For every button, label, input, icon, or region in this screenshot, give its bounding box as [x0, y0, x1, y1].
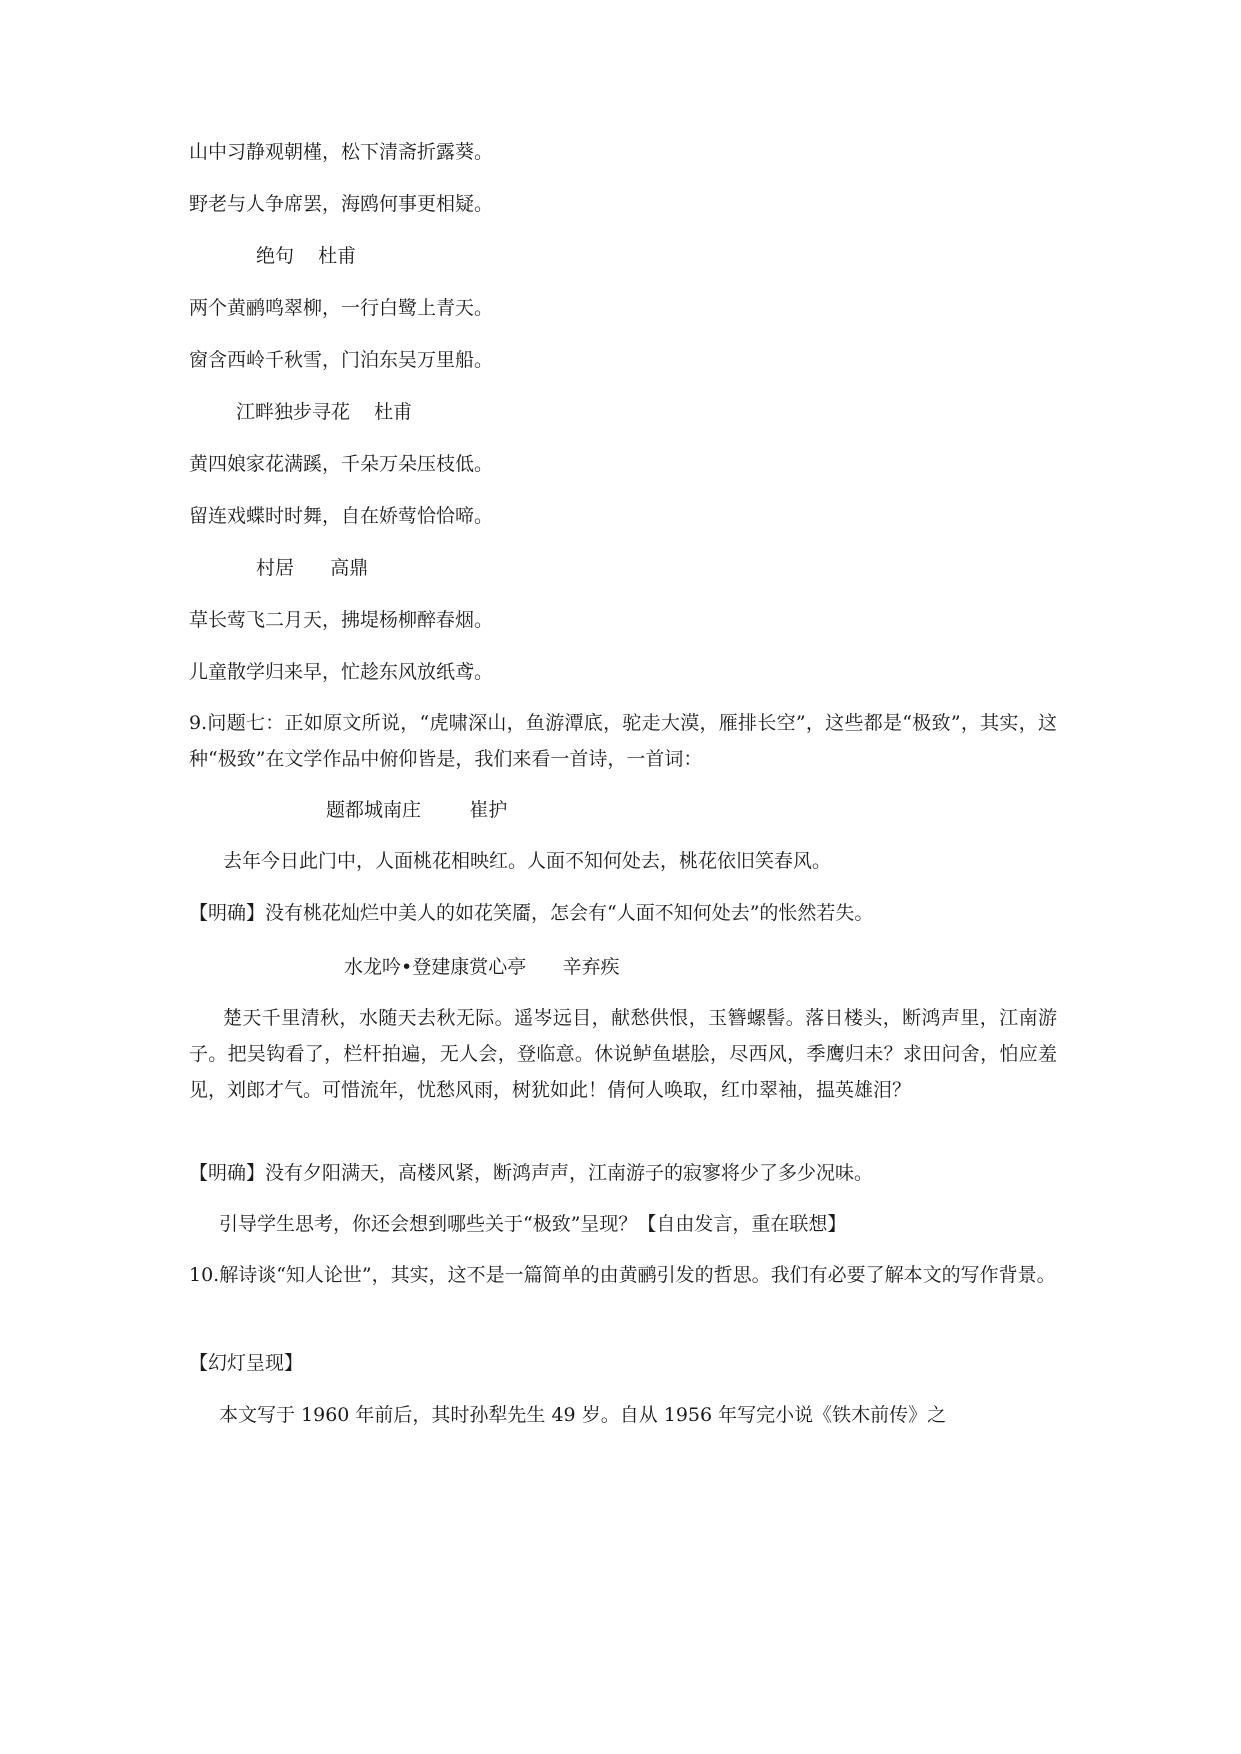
- poem-title: 绝句 杜甫: [256, 245, 357, 267]
- poem-line: 窗含西岭千秋雪，门泊东吴万里船。: [189, 349, 494, 371]
- clarification-note: 【明确】没有夕阳满天，高楼风紧，断鸿声声，江南游子的寂寥将少了多少况味。: [189, 1162, 874, 1184]
- poem-line: 山中习静观朝槿，松下清斋折露葵。: [189, 141, 494, 163]
- poem-text-cui-hu: 去年今日此门中，人面桃花相映红。人面不知何处去，桃花依旧笑春风。: [223, 850, 832, 872]
- poem-title-cui-hu: 题都城南庄 崔护: [326, 799, 508, 821]
- poem-title: 江畔独步寻花 杜甫: [236, 401, 413, 423]
- poem-line: 儿童散学归来早，忙趁东风放纸鸢。: [189, 661, 494, 683]
- poem-title-xin-qiji: 水龙吟•登建康赏心亭 辛弃疾: [344, 956, 620, 978]
- clarification-note: 【明确】没有桃花灿烂中美人的如花笑靥，怎会有“人面不知何处去”的怅然若失。: [189, 902, 874, 924]
- poem-text-xin-qiji: 楚天千里清秋，水随天去秋无际。遥岑远目，献愁供恨，玉簪螺髻。落日楼头，断鸿声里，江南游子。把吴钩看了，栏杆拍遍，无人会，登临意。休说鲈鱼堪脍，尽西风，季鹰归未？求田问舍，怕应羞见，刘郎才气。可惜流年，忧愁风雨，树犹如此！倩何人唤取，红巾翠袖，揾英雄泪？: [189, 1007, 1057, 1101]
- guide-text: 引导学生思考，你还会想到哪些关于“极致”呈现？【自由发言，重在联想】: [219, 1213, 847, 1235]
- question-9: 9.问题七：正如原文所说，“虎啸深山，鱼游潭底，驼走大漠，雁排长空”，这些都是“极致”，其实，这种“极致”在文学作品中俯仰皆是，我们来看一首诗，一首词：: [189, 712, 1057, 770]
- poem-line: 黄四娘家花满蹊，千朵万朵压枝低。: [189, 453, 494, 475]
- poem-line: 两个黄鹂鸣翠柳，一行白鹭上青天。: [189, 297, 494, 319]
- poem-line: 留连戏蝶时时舞，自在娇莺恰恰啼。: [189, 505, 494, 527]
- background-text: 本文写于 1960 年前后，其时孙犁先生 49 岁。自从 1956 年写完小说《铁木前传》之: [219, 1404, 947, 1426]
- slide-label: 【幻灯呈现】: [189, 1352, 304, 1374]
- poem-title: 村居 高鼎: [256, 557, 369, 579]
- poem-line: 草长莺飞二月天，拂堤杨柳醉春烟。: [189, 609, 494, 631]
- question-10: 10.解诗谈“知人论世”，其实，这不是一篇简单的由黄鹂引发的哲思。我们有必要了解本文的写作背景。: [189, 1264, 1056, 1286]
- poem-line: 野老与人争席罢，海鸥何事更相疑。: [189, 193, 494, 215]
